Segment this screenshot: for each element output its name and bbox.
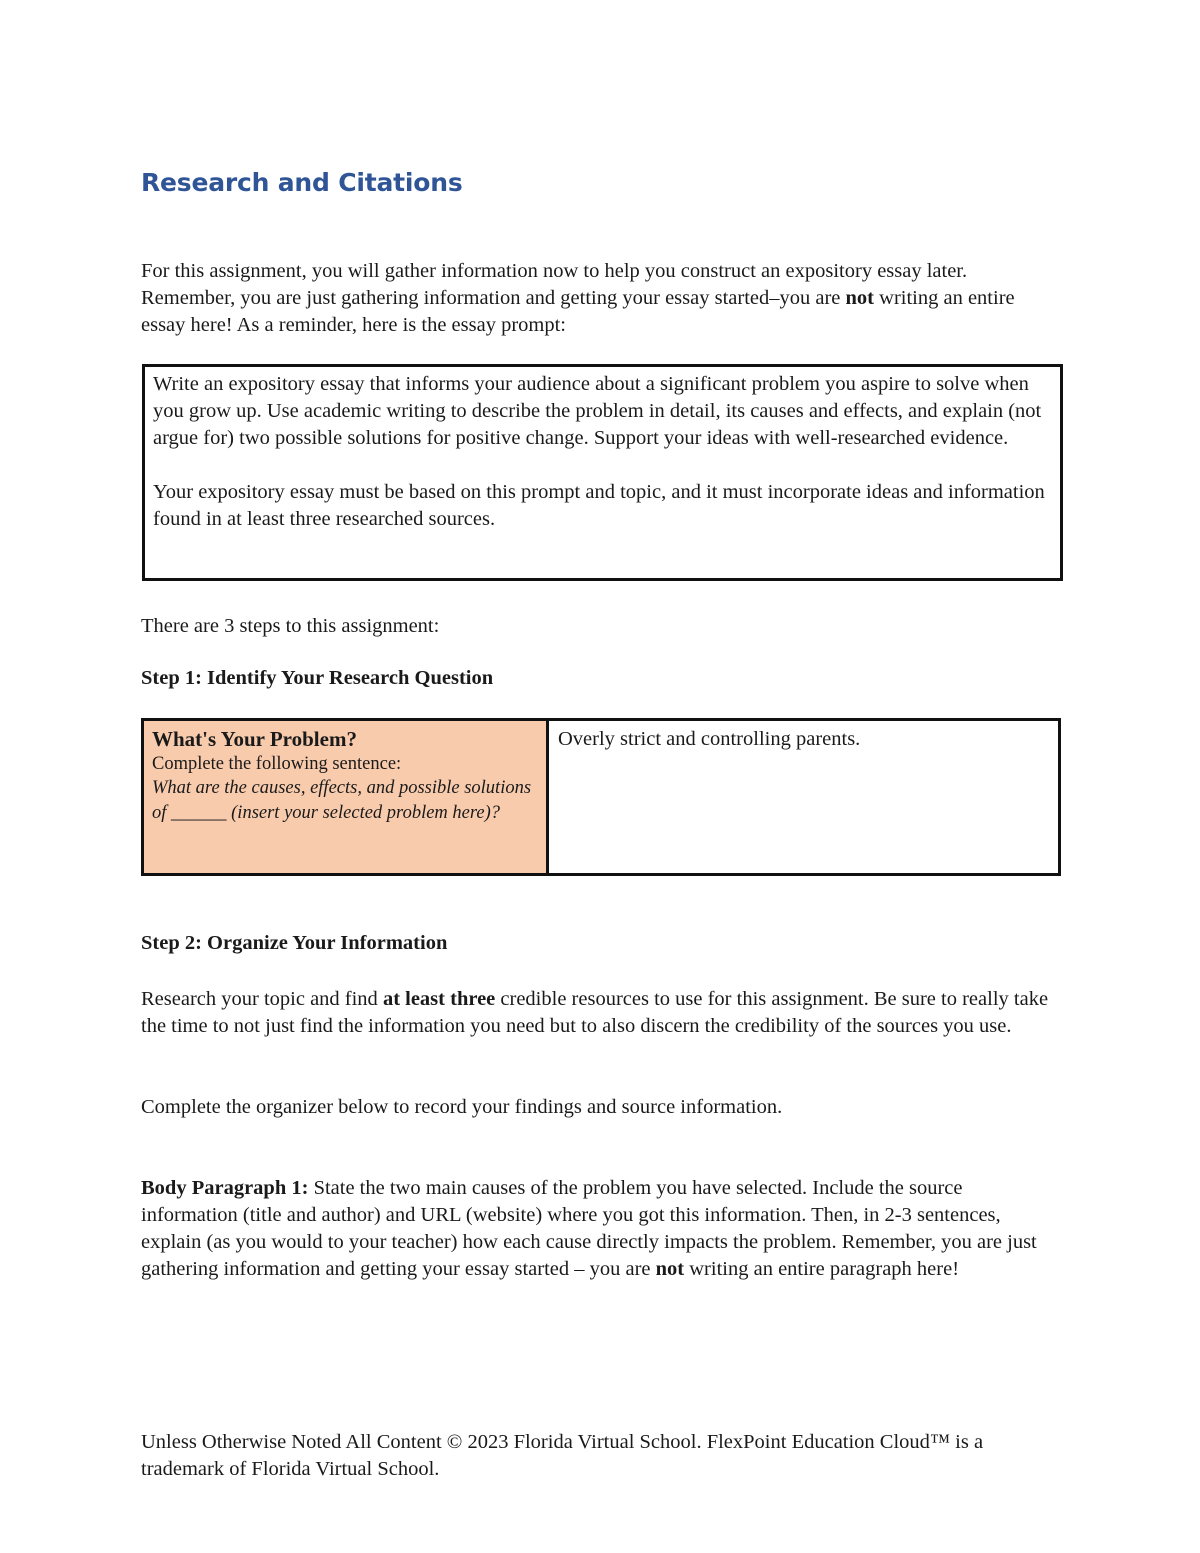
body-paragraph-1-bold-not: not xyxy=(655,1258,685,1280)
intro-bold-not: not xyxy=(845,287,875,309)
research-bold: at least three xyxy=(382,988,496,1010)
copyright-footer: Unless Otherwise Noted All Content © 2023 Florida Virtual School. FlexPoint Education Cloud™ is a trademark of Florida Virtual School. xyxy=(141,1431,984,1480)
problem-answer-text: Overly strict and controlling parents. xyxy=(558,728,861,750)
steps-intro: There are 3 steps to this assignment: xyxy=(141,615,440,637)
intro-text-2: writing an entire essay here! As a reminder, here is the essay prompt: xyxy=(141,287,1015,336)
page-title: Research and Citations xyxy=(141,168,463,197)
body-paragraph-1-text-2: writing an entire paragraph here! xyxy=(684,1258,960,1280)
problem-question-title: What's Your Problem? xyxy=(152,727,357,751)
research-text-1: Research your topic and find xyxy=(141,988,383,1010)
body-paragraph-1-label: Body Paragraph 1: xyxy=(141,1177,309,1199)
organizer-instruction: Complete the organizer below to record your findings and source information. xyxy=(141,1096,783,1118)
prompt-paragraph-1: Write an expository essay that informs your audience about a significant problem you aspire to solve when you grow up. Use academic writing to describe the problem in detail, its causes and effects, and explain (not argue for) two possible solutions for positive change. Support your ideas with well-researched evidence. xyxy=(153,373,1042,449)
intro-paragraph xyxy=(141,258,1061,339)
step2-heading: Step 2: Organize Your Information xyxy=(141,932,448,954)
problem-question-instruction: Complete the following sentence: xyxy=(152,754,402,774)
problem-question-sentence: What are the causes, effects, and possible solutions of ______ (insert your selected problem here)? xyxy=(152,778,532,823)
prompt-paragraph-2: Your expository essay must be based on this prompt and topic, and it must incorporate ideas and information found in at least three researched sources. xyxy=(153,481,1045,530)
intro-text-1: For this assignment, you will gather information now to help you construct an expository essay later. Remember, you are just gathering information and getting your essay started–you are xyxy=(141,260,968,309)
body-paragraph-1-instruction xyxy=(141,1175,1061,1283)
problem-table xyxy=(141,718,1061,876)
problem-question-cell xyxy=(144,721,549,873)
problem-answer-cell[interactable] xyxy=(549,721,1058,873)
body-paragraph-1-text-1: State the two main causes of the problem you have selected. Include the source information (title and author) and URL (website) where you got this information. Then, in 2-3 sentences, explain (as you would to your teacher) how each cause directly impacts the problem. Remember, you are just gathering information and getting your essay started – you are xyxy=(141,1177,1037,1280)
research-text-2: credible resources to use for this assignment. Be sure to really take the time to not just find the information you need but to also discern the credibility of the sources you use. xyxy=(141,988,1049,1037)
essay-prompt-box xyxy=(142,364,1063,581)
step1-heading: Step 1: Identify Your Research Question xyxy=(141,667,494,689)
research-paragraph xyxy=(141,986,1061,1040)
